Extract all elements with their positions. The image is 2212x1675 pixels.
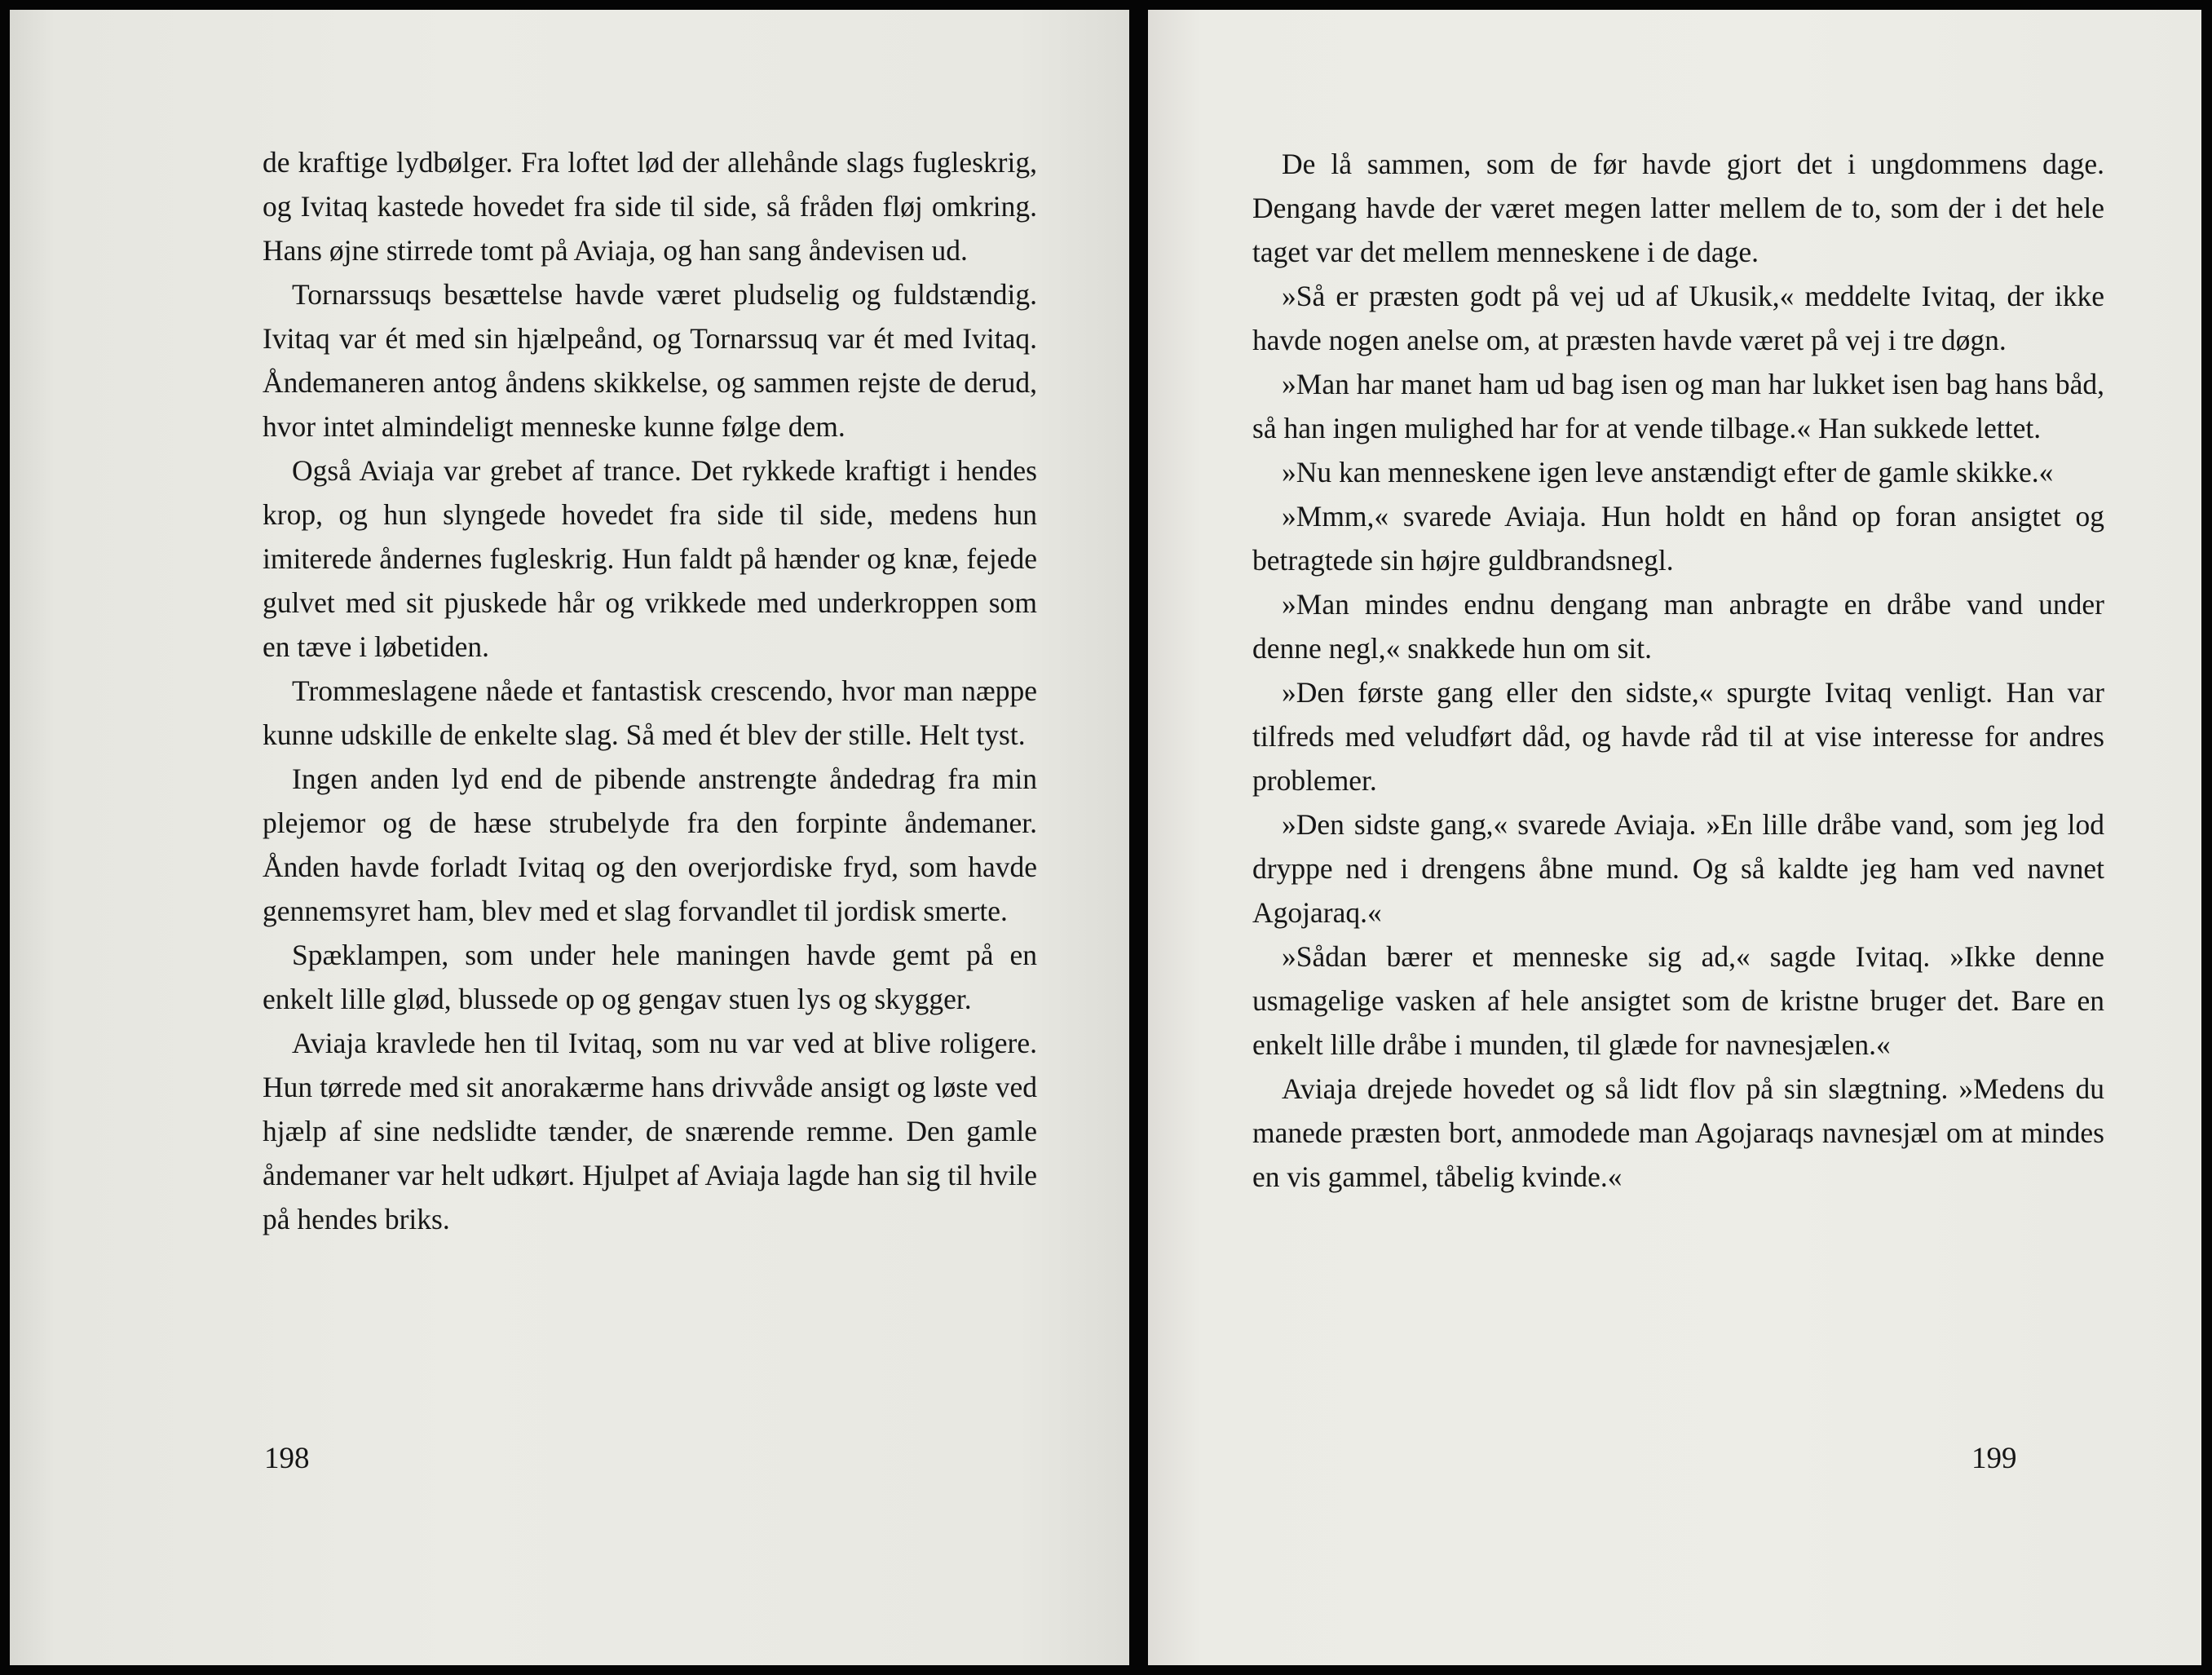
right-paragraph-9: »Sådan bærer et menneske sig ad,« sagde Ivitaq. »Ikke denne usmagelige vasken af hele ansigtet som de kristne bruger det. Bare en enkelt lille dråbe i munden, til glæde for navnesjælen.« [1252, 940, 2104, 1061]
right-paragraph-4: »Nu kan menneskene igen leve anstændigt efter de gamle skikke.« [1282, 456, 2054, 488]
right-paragraph-1: De lå sammen, som de før havde gjort det i ungdommens dage. Dengang havde der været megen latter mellem de to, som der i det hele taget var det mellem menneskene i de dage. [1252, 148, 2104, 268]
left-paragraph-1: de kraftige lydbølger. Fra loftet lød der allehånde slags fugleskrig, og Ivitaq kastede hovedet fra side til side, så fråden fløj omkring. Hans øjne stirrede tomt på Aviaja, og han sang åndevisen ud. [263, 146, 1037, 267]
left-paragraph-2: Tornarssuqs besættelse havde været pludselig og fuldstændig. Ivitaq var ét med sin hjælpeånd, og Tornarssuq var ét med Ivitaq. Åndemaneren antog åndens skikkelse, og sammen rejste de derud, hvor intet almindeligt menneske kunne følge dem. [263, 278, 1037, 443]
left-paragraph-7: Aviaja kravlede hen til Ivitaq, som nu var ved at blive roligere. Hun tørrede med sit anorakærme hans drivvåde ansigt og løste ved hjælp af sine nedslidte tænder, de snærende remme. Den gamle åndemaner var helt udkørt. Hjulpet af Aviaja lagde han sig til hvile på hendes briks. [263, 1027, 1037, 1235]
right-paragraph-2: »Så er præsten godt på vej ud af Ukusik,« meddelte Ivitaq, der ikke havde nogen anelse om, at præsten havde været på vej i tre døgn. [1252, 280, 2104, 356]
left-paragraph-5: Ingen anden lyd end de pibende anstrengte åndedrag fra min plejemor og de hæse strubelyde fra den forpinte åndemaner. Ånden havde forladt Ivitaq og den overjordiske fryd, som havde gennemsyret ham, blev med et slag forvandlet til jordisk smerte. [263, 762, 1037, 927]
right-paragraph-8: »Den sidste gang,« svarede Aviaja. »En lille dråbe vand, som jeg lod dryppe ned i drengens åbne mund. Og så kaldte jeg ham ved navnet Agojaraq.« [1252, 808, 2104, 929]
left-paragraph-4: Trommeslagene nåede et fantastisk crescendo, hvor man næppe kunne udskille de enkelte slag. Så med ét blev der stille. Helt tyst. [263, 674, 1037, 751]
left-paragraph-6: Spæklampen, som under hele maningen havde gemt på en enkelt lille glød, blussede op og gengav stuen lys og skygger. [263, 939, 1037, 1015]
right-page [1148, 10, 2201, 1665]
left-page-text [263, 140, 1037, 1241]
left-paragraph-3: Også Aviaja var grebet af trance. Det rykkede kraftigt i hendes krop, og hun slyngede hovedet fra side til side, medens hun imiterede åndernes fugleskrig. Hun faldt på hænder og knæ, fejede gulvet med sit pjuskede hår og vrikkede med underkroppen som en tæve i løbetiden. [263, 454, 1037, 663]
right-paragraph-3: »Man har manet ham ud bag isen og man har lukket isen bag hans båd, så han ingen mulighed har for at vende tilbage.« Han sukkede lettet. [1252, 368, 2104, 444]
right-paragraph-10: Aviaja drejede hovedet og så lidt flov på sin slægtning. »Medens du manede præsten bort, anmodede man Agojaraqs navnesjæl om at mindes en vis gammel, tåbelig kvinde.« [1252, 1072, 2104, 1193]
right-paragraph-6: »Man mindes endnu dengang man anbragte en dråbe vand under denne negl,« snakkede hun om sit. [1252, 588, 2104, 665]
right-paragraph-7: »Den første gang eller den sidste,« spurgte Ivitaq venligt. Han var tilfreds med veludført dåd, og havde råd til at vise interesse for andres problemer. [1252, 676, 2104, 797]
right-page-number: 199 [1971, 1442, 2017, 1475]
right-page-text [1252, 142, 2104, 1199]
right-paragraph-5: »Mmm,« svarede Aviaja. Hun holdt en hånd op foran ansigtet og betragtede sin højre guldbrandsnegl. [1252, 500, 2104, 577]
left-page [10, 10, 1129, 1665]
left-page-number: 198 [264, 1442, 310, 1475]
